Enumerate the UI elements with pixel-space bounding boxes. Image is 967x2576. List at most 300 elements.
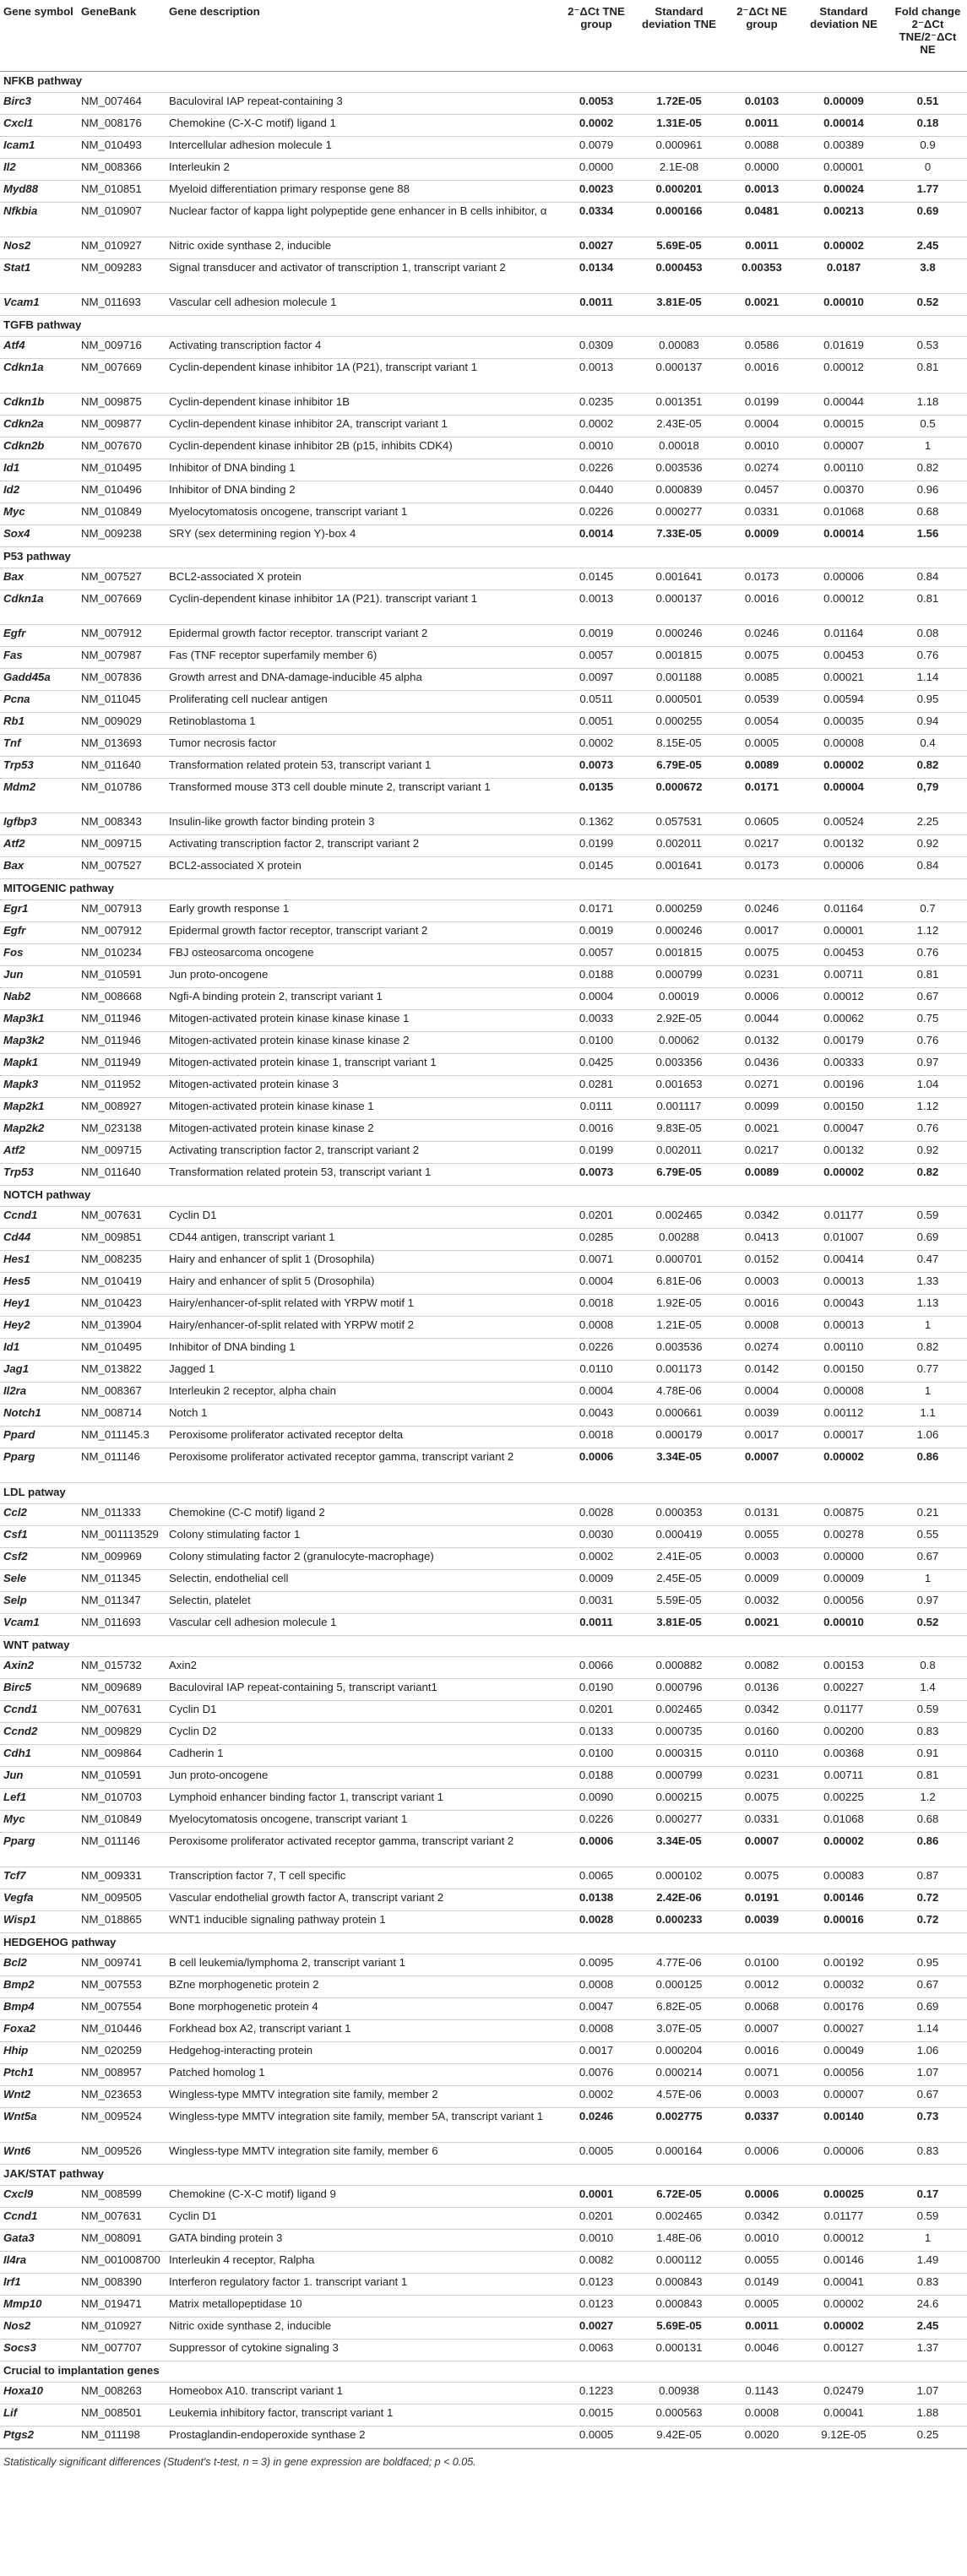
fold-change-cell: 1.49 (888, 2251, 967, 2273)
sd-tne-cell: 4.78E-06 (633, 1382, 725, 1404)
sd-ne-cell: 0.00002 (799, 756, 888, 778)
tne-value-cell: 0.0123 (559, 2295, 633, 2317)
sd-ne-cell: 0.00012 (799, 2229, 888, 2251)
gene-description-cell: Nuclear factor of kappa light polypeptide gene enhancer in B cells inhibitor, α (166, 202, 559, 236)
sd-tne-cell: 0.00938 (633, 2382, 725, 2404)
section-title: JAK/STAT pathway (0, 2164, 967, 2185)
sd-ne-cell: 0.00035 (799, 712, 888, 734)
table-row (0, 856, 967, 878)
sd-ne-cell: 0.00062 (799, 1009, 888, 1031)
table-row (0, 668, 967, 690)
tne-value-cell: 0.0014 (559, 524, 633, 546)
genebank-cell: NM_023138 (78, 1119, 166, 1141)
tne-value-cell: 0.0028 (559, 1503, 633, 1525)
ne-value-cell: 0.0331 (725, 1810, 799, 1832)
sd-ne-cell: 0.0187 (799, 258, 888, 293)
sd-ne-cell: 0.00032 (799, 1975, 888, 1997)
tne-value-cell: 0.0019 (559, 624, 633, 646)
ne-value-cell: 0.0020 (725, 2426, 799, 2448)
table-row (0, 899, 967, 921)
ne-value-cell: 0.0274 (725, 459, 799, 481)
genebank-cell: NM_008366 (78, 158, 166, 180)
sd-tne-cell: 6.79E-05 (633, 1163, 725, 1185)
gene-description-cell: Suppressor of cytokine signaling 3 (166, 2339, 559, 2361)
ne-value-cell: 0.0173 (725, 568, 799, 590)
table-row (0, 921, 967, 943)
sd-tne-cell: 0.000315 (633, 1744, 725, 1766)
table-row (0, 2107, 967, 2142)
sd-tne-cell: 0.000246 (633, 921, 725, 943)
gene-description-cell: Intercellular adhesion molecule 1 (166, 136, 559, 158)
sd-tne-cell: 0.000277 (633, 503, 725, 524)
genebank-cell: NM_008599 (78, 2185, 166, 2207)
sd-ne-cell: 0.00002 (799, 2295, 888, 2317)
genebank-cell: NM_009875 (78, 393, 166, 415)
tne-value-cell: 0.0334 (559, 202, 633, 236)
tne-value-cell: 0.0082 (559, 2251, 633, 2273)
fold-change-cell: 1.56 (888, 524, 967, 546)
ne-value-cell: 0.0082 (725, 1656, 799, 1678)
genebank-cell: NM_007912 (78, 921, 166, 943)
gene-symbol-cell: Atf2 (0, 1141, 78, 1163)
genebank-cell: NM_011145.3 (78, 1426, 166, 1448)
gene-symbol-cell: Cdkn2b (0, 437, 78, 459)
gene-symbol-cell: Jun (0, 1766, 78, 1788)
sd-tne-cell: 2.92E-05 (633, 1009, 725, 1031)
ne-value-cell: 0.0005 (725, 734, 799, 756)
gene-symbol-cell: Lef1 (0, 1788, 78, 1810)
genebank-cell: NM_010851 (78, 180, 166, 202)
gene-symbol-cell: Ccnd1 (0, 2207, 78, 2229)
sd-tne-cell: 0.000419 (633, 1525, 725, 1547)
tne-value-cell: 0.0004 (559, 1272, 633, 1294)
gene-symbol-cell: Il2 (0, 158, 78, 180)
table-row (0, 2185, 967, 2207)
gene-description-cell: Inhibitor of DNA binding 1 (166, 459, 559, 481)
ne-value-cell: 0.00353 (725, 258, 799, 293)
gene-description-cell: Interleukin 2 (166, 158, 559, 180)
genebank-cell: NM_010419 (78, 1272, 166, 1294)
ne-value-cell: 0.0003 (725, 1272, 799, 1294)
fold-change-cell: 0.77 (888, 1360, 967, 1382)
sd-ne-cell: 0.00225 (799, 1788, 888, 1810)
sd-tne-cell: 0.002011 (633, 1141, 725, 1163)
genebank-cell: NM_009829 (78, 1722, 166, 1744)
gene-symbol-cell: Nos2 (0, 236, 78, 258)
sd-ne-cell: 0.00146 (799, 2251, 888, 2273)
genebank-cell: NM_010493 (78, 136, 166, 158)
table-row (0, 1910, 967, 1932)
sd-ne-cell: 0.00056 (799, 2063, 888, 2085)
tne-value-cell: 0.0066 (559, 1656, 633, 1678)
gene-description-cell: Patched homolog 1 (166, 2063, 559, 2085)
genebank-cell: NM_009877 (78, 415, 166, 437)
fold-change-cell: 0.72 (888, 1889, 967, 1910)
ne-value-cell: 0.0039 (725, 1910, 799, 1932)
gene-symbol-cell: Map3k2 (0, 1031, 78, 1053)
tne-value-cell: 0.0002 (559, 734, 633, 756)
tne-value-cell: 0.0425 (559, 1053, 633, 1075)
gene-description-cell: Vascular cell adhesion molecule 1 (166, 1613, 559, 1635)
ne-value-cell: 0.0008 (725, 2404, 799, 2426)
ne-value-cell: 0.0085 (725, 668, 799, 690)
gene-description-cell: Hedgehog-interacting protein (166, 2041, 559, 2063)
ne-value-cell: 0.0217 (725, 834, 799, 856)
gene-symbol-cell: Il4ra (0, 2251, 78, 2273)
gene-description-cell: Interferon regulatory factor 1. transcript variant 1 (166, 2273, 559, 2295)
sd-tne-cell: 0.00288 (633, 1228, 725, 1250)
ne-value-cell: 0.0021 (725, 293, 799, 315)
tne-value-cell: 0.0043 (559, 1404, 633, 1426)
genebank-cell: NM_018865 (78, 1910, 166, 1932)
table-row (0, 1810, 967, 1832)
fold-change-cell: 1 (888, 1316, 967, 1338)
sd-ne-cell: 0.01164 (799, 899, 888, 921)
tne-value-cell: 0.0235 (559, 393, 633, 415)
table-row (0, 2339, 967, 2361)
gene-symbol-cell: Atf2 (0, 834, 78, 856)
ne-value-cell: 0.0075 (725, 1867, 799, 1889)
tne-value-cell: 0.0006 (559, 1832, 633, 1867)
table-row (0, 1547, 967, 1569)
sd-ne-cell: 0.00150 (799, 1097, 888, 1119)
sd-tne-cell: 1.72E-05 (633, 92, 725, 114)
fold-change-cell: 0.47 (888, 1250, 967, 1272)
table-row (0, 1272, 967, 1294)
genebank-cell: NM_007527 (78, 568, 166, 590)
sd-ne-cell: 0.00056 (799, 1591, 888, 1613)
sd-tne-cell: 0.000259 (633, 899, 725, 921)
ne-value-cell: 0.0136 (725, 1678, 799, 1700)
sd-ne-cell: 0.00013 (799, 1272, 888, 1294)
tne-value-cell: 0.0057 (559, 943, 633, 965)
fold-change-cell: 0.72 (888, 1910, 967, 1932)
table-row (0, 1569, 967, 1591)
gene-symbol-cell: Pparg (0, 1448, 78, 1482)
ne-value-cell: 0.0008 (725, 1316, 799, 1338)
gene-symbol-cell: Hhip (0, 2041, 78, 2063)
table-row (0, 1975, 967, 1997)
table-row (0, 568, 967, 590)
gene-description-cell: Mitogen-activated protein kinase kinase 1 (166, 1097, 559, 1119)
gene-symbol-cell: Egr1 (0, 899, 78, 921)
sd-ne-cell: 0.01177 (799, 1206, 888, 1228)
ne-value-cell: 0.0199 (725, 393, 799, 415)
sd-ne-cell: 0.00370 (799, 481, 888, 503)
fold-change-cell: 1.37 (888, 2339, 967, 2361)
gene-description-cell: WNT1 inducible signaling pathway protein 1 (166, 1910, 559, 1932)
section-title: P53 pathway (0, 546, 967, 568)
fold-change-cell: 1.14 (888, 2019, 967, 2041)
ne-value-cell: 0.0012 (725, 1975, 799, 1997)
table-row (0, 646, 967, 668)
sd-ne-cell: 0.00389 (799, 136, 888, 158)
sd-tne-cell: 0.000214 (633, 2063, 725, 2085)
gene-symbol-cell: Cdkn1a (0, 590, 78, 624)
tne-value-cell: 0.0018 (559, 1426, 633, 1448)
sd-tne-cell: 0.002465 (633, 1700, 725, 1722)
fold-change-cell: 1.88 (888, 2404, 967, 2426)
gene-description-cell: Lymphoid enhancer binding factor 1, transcript variant 1 (166, 1788, 559, 1810)
ne-value-cell: 0.0021 (725, 1119, 799, 1141)
sd-ne-cell: 0.00015 (799, 415, 888, 437)
sd-ne-cell: 0.00278 (799, 1525, 888, 1547)
gene-description-cell: Chemokine (C-X-C motif) ligand 1 (166, 114, 559, 136)
gene-description-cell: B cell leukemia/lymphoma 2, transcript variant 1 (166, 1954, 559, 1975)
tne-value-cell: 0.0281 (559, 1075, 633, 1097)
genebank-cell: NM_010234 (78, 943, 166, 965)
sd-tne-cell: 0.002011 (633, 834, 725, 856)
sd-tne-cell: 0.000131 (633, 2339, 725, 2361)
ne-value-cell: 0.0231 (725, 1766, 799, 1788)
ne-value-cell: 0.0017 (725, 921, 799, 943)
gene-description-cell: Notch 1 (166, 1404, 559, 1426)
table-row (0, 236, 967, 258)
sd-tne-cell: 0.001641 (633, 568, 725, 590)
fold-change-cell: 0.95 (888, 1954, 967, 1975)
genebank-cell: NM_009741 (78, 1954, 166, 1975)
fold-change-cell: 0.87 (888, 1867, 967, 1889)
tne-value-cell: 0.0031 (559, 1591, 633, 1613)
tne-value-cell: 0.0002 (559, 114, 633, 136)
fold-change-cell: 0.5 (888, 415, 967, 437)
gene-symbol-cell: Ccl2 (0, 1503, 78, 1525)
section-title: MITOGENIC pathway (0, 878, 967, 899)
gene-description-cell: Selectin, endothelial cell (166, 1569, 559, 1591)
sd-tne-cell: 0.000204 (633, 2041, 725, 2063)
tne-value-cell: 0.0027 (559, 236, 633, 258)
section-title: HEDGEHOG pathway (0, 1932, 967, 1954)
genebank-cell: NM_011640 (78, 756, 166, 778)
gene-symbol-cell: Sele (0, 1569, 78, 1591)
genebank-cell: NM_008957 (78, 2063, 166, 2085)
ne-value-cell: 0.0103 (725, 92, 799, 114)
sd-tne-cell: 6.82E-05 (633, 1997, 725, 2019)
sd-tne-cell: 0.000961 (633, 136, 725, 158)
gene-symbol-cell: Cxcl1 (0, 114, 78, 136)
table-row (0, 1426, 967, 1448)
sd-tne-cell: 1.92E-05 (633, 1294, 725, 1316)
section-header-row (0, 1482, 967, 1503)
gene-symbol-cell: Il2ra (0, 1382, 78, 1404)
genebank-cell: NM_007631 (78, 1700, 166, 1722)
table-row (0, 2019, 967, 2041)
tne-value-cell: 0.0013 (559, 590, 633, 624)
ne-value-cell: 0.0457 (725, 481, 799, 503)
gene-description-cell: Homeobox A10. transcript variant 1 (166, 2382, 559, 2404)
gene-symbol-cell: Nos2 (0, 2317, 78, 2339)
tne-value-cell: 0.0110 (559, 1360, 633, 1382)
fold-change-cell: 0.53 (888, 336, 967, 358)
tne-value-cell: 0.0226 (559, 1338, 633, 1360)
sd-ne-cell: 0.00150 (799, 1360, 888, 1382)
gene-symbol-cell: Myd88 (0, 180, 78, 202)
sd-tne-cell: 0.00019 (633, 987, 725, 1009)
gene-symbol-cell: Pcna (0, 690, 78, 712)
genebank-cell: NM_009716 (78, 336, 166, 358)
table-row (0, 1338, 967, 1360)
table-row (0, 2426, 967, 2448)
sd-ne-cell: 0.00014 (799, 524, 888, 546)
gene-description-cell: Retinoblastoma 1 (166, 712, 559, 734)
fold-change-cell: 2.45 (888, 2317, 967, 2339)
tne-value-cell: 0.0004 (559, 987, 633, 1009)
fold-change-cell: 1.04 (888, 1075, 967, 1097)
gene-symbol-cell: Sox4 (0, 524, 78, 546)
ne-value-cell: 0.0075 (725, 943, 799, 965)
gene-description-cell: Nitric oxide synthase 2, inducible (166, 236, 559, 258)
sd-ne-cell: 0.00016 (799, 1910, 888, 1932)
genebank-cell: NM_007669 (78, 590, 166, 624)
gene-description-cell: Signal transducer and activator of transcription 1, transcript variant 2 (166, 258, 559, 293)
gene-symbol-cell: Wisp1 (0, 1910, 78, 1932)
genebank-cell: NM_011345 (78, 1569, 166, 1591)
fold-change-cell: 2.25 (888, 812, 967, 834)
sd-ne-cell: 0.00049 (799, 2041, 888, 2063)
section-header-row (0, 2164, 967, 2185)
gene-description-cell: BCL2-associated X protein (166, 856, 559, 878)
fold-change-cell: 0.68 (888, 503, 967, 524)
sd-tne-cell: 6.81E-06 (633, 1272, 725, 1294)
fold-change-cell: 0.8 (888, 1656, 967, 1678)
ne-value-cell: 0.0007 (725, 2019, 799, 2041)
table-row (0, 114, 967, 136)
tne-value-cell: 0.0309 (559, 336, 633, 358)
sd-tne-cell: 5.69E-05 (633, 236, 725, 258)
genebank-cell: NM_010927 (78, 2317, 166, 2339)
sd-ne-cell: 0.00012 (799, 987, 888, 1009)
genebank-cell: NM_007670 (78, 437, 166, 459)
sd-tne-cell: 0.000137 (633, 590, 725, 624)
gene-symbol-cell: Bmp4 (0, 1997, 78, 2019)
fold-change-cell: 0.97 (888, 1591, 967, 1613)
fold-change-cell: 0.25 (888, 2426, 967, 2448)
gene-symbol-cell: Hes1 (0, 1250, 78, 1272)
fold-change-cell: 0.69 (888, 202, 967, 236)
genebank-cell: NM_008091 (78, 2229, 166, 2251)
fold-change-cell: 1 (888, 1382, 967, 1404)
gene-symbol-cell: Myc (0, 1810, 78, 1832)
table-row (0, 2382, 967, 2404)
gene-symbol-cell: Mdm2 (0, 778, 78, 812)
fold-change-cell: 0.75 (888, 1009, 967, 1031)
sd-tne-cell: 0.00018 (633, 437, 725, 459)
gene-symbol-cell: Ccnd1 (0, 1206, 78, 1228)
gene-description-cell: Cyclin-dependent kinase inhibitor 1B (166, 393, 559, 415)
sd-ne-cell: 0.00875 (799, 1503, 888, 1525)
genebank-cell: NM_010423 (78, 1294, 166, 1316)
table-footnote: Statistically significant differences (Student's t-test, n = 3) in gene expression are boldfaced; p < 0.05. (0, 2448, 967, 2468)
gene-description-cell: Jagged 1 (166, 1360, 559, 1382)
sd-tne-cell: 2.41E-05 (633, 1547, 725, 1569)
gene-description-cell: Interleukin 2 receptor, alpha chain (166, 1382, 559, 1404)
gene-symbol-cell: Hoxa10 (0, 2382, 78, 2404)
fold-change-cell: 1.06 (888, 2041, 967, 2063)
genebank-cell: NM_010849 (78, 1810, 166, 1832)
tne-value-cell: 0.0100 (559, 1744, 633, 1766)
sd-ne-cell: 0.00132 (799, 834, 888, 856)
ne-value-cell: 0.0044 (725, 1009, 799, 1031)
gene-symbol-cell: Cdkn2a (0, 415, 78, 437)
genebank-cell: NM_007912 (78, 624, 166, 646)
tne-value-cell: 0.0002 (559, 2085, 633, 2107)
genebank-cell: NM_010703 (78, 1788, 166, 1810)
fold-change-cell: 2.45 (888, 236, 967, 258)
sd-ne-cell: 0.00002 (799, 236, 888, 258)
gene-symbol-cell: Cdh1 (0, 1744, 78, 1766)
sd-tne-cell: 0.000215 (633, 1788, 725, 1810)
gene-symbol-cell: Socs3 (0, 2339, 78, 2361)
table-row (0, 812, 967, 834)
gene-symbol-cell: Vcam1 (0, 1613, 78, 1635)
tne-value-cell: 0.0016 (559, 1119, 633, 1141)
table-row (0, 1722, 967, 1744)
ne-value-cell: 0.0016 (725, 2041, 799, 2063)
table-row (0, 2295, 967, 2317)
tne-value-cell: 0.0246 (559, 2107, 633, 2142)
gene-description-cell: Baculoviral IAP repeat-containing 5, transcript variant1 (166, 1678, 559, 1700)
sd-tne-cell: 0.000353 (633, 1503, 725, 1525)
genebank-cell: NM_007631 (78, 1206, 166, 1228)
sd-tne-cell: 6.79E-05 (633, 756, 725, 778)
ne-value-cell: 0.0007 (725, 1448, 799, 1482)
table-row (0, 624, 967, 646)
fold-change-cell: 0.86 (888, 1448, 967, 1482)
gene-description-cell: Wingless-type MMTV integration site family, member 2 (166, 2085, 559, 2107)
table-row (0, 459, 967, 481)
tne-value-cell: 0.0033 (559, 1009, 633, 1031)
table-row (0, 778, 967, 812)
ne-value-cell: 0.0010 (725, 2229, 799, 2251)
sd-ne-cell: 0.00213 (799, 202, 888, 236)
ne-value-cell: 0.0021 (725, 1613, 799, 1635)
sd-tne-cell: 0.000661 (633, 1404, 725, 1426)
fold-change-cell: 0.59 (888, 1206, 967, 1228)
tne-value-cell: 0.0004 (559, 1382, 633, 1404)
sd-ne-cell: 0.00453 (799, 943, 888, 965)
ne-value-cell: 0.0088 (725, 136, 799, 158)
fold-change-cell: 0.92 (888, 1141, 967, 1163)
genebank-cell: NM_010849 (78, 503, 166, 524)
genebank-cell: NM_008343 (78, 812, 166, 834)
table-row (0, 180, 967, 202)
fold-change-cell: 1 (888, 437, 967, 459)
gene-description-cell: Cyclin D1 (166, 1700, 559, 1722)
table-row (0, 1954, 967, 1975)
ne-value-cell: 0.0149 (725, 2273, 799, 2295)
ne-value-cell: 0.0132 (725, 1031, 799, 1053)
fold-change-cell: 0.21 (888, 1503, 967, 1525)
sd-tne-cell: 0.000563 (633, 2404, 725, 2426)
table-row (0, 1766, 967, 1788)
genebank-cell: NM_019471 (78, 2295, 166, 2317)
fold-change-cell: 0.4 (888, 734, 967, 756)
fold-change-cell: 1.06 (888, 1426, 967, 1448)
tne-value-cell: 0.0053 (559, 92, 633, 114)
gene-symbol-cell: Bcl2 (0, 1954, 78, 1975)
tne-value-cell: 0.0201 (559, 1206, 633, 1228)
section-title: TGFB pathway (0, 315, 967, 336)
table-row (0, 1053, 967, 1075)
table-row (0, 2207, 967, 2229)
tne-value-cell: 0.0071 (559, 1250, 633, 1272)
genebank-cell: NM_009851 (78, 1228, 166, 1250)
ne-value-cell: 0.0331 (725, 503, 799, 524)
gene-symbol-cell: Tnf (0, 734, 78, 756)
gene-description-cell: Activating transcription factor 2, transcript variant 2 (166, 834, 559, 856)
ne-value-cell: 0.0436 (725, 1053, 799, 1075)
tne-value-cell: 0.0030 (559, 1525, 633, 1547)
